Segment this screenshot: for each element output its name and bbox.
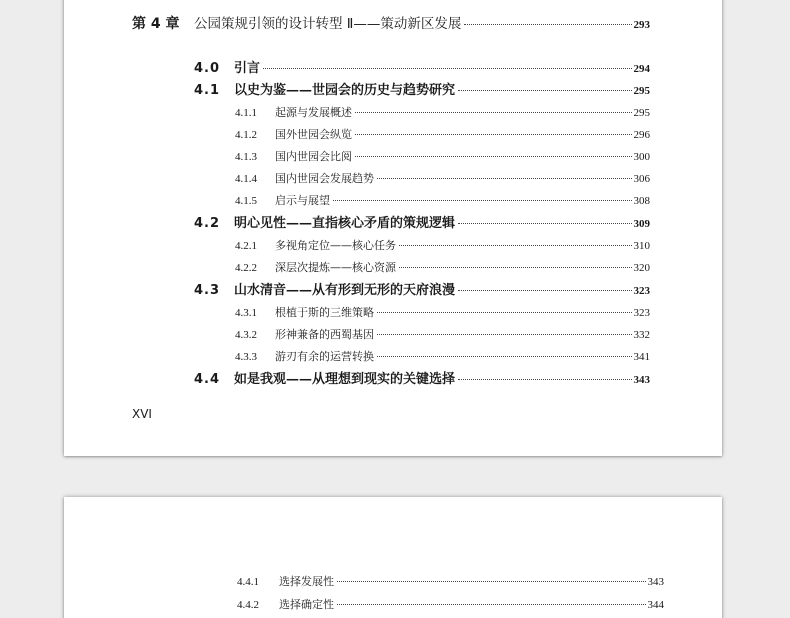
- entry-title: 以史为鉴——世园会的历史与趋势研究: [234, 83, 456, 98]
- entry-number: 4.4.1: [237, 576, 259, 588]
- toc-entry-4-1-5[interactable]: [235, 195, 650, 207]
- dot-leader: [333, 200, 632, 201]
- entry-title: 国外世园会纵览: [275, 128, 352, 141]
- entry-number: 4.1.1: [235, 107, 257, 119]
- entry-number: 4.1: [194, 83, 221, 98]
- entry-number: 4.2: [194, 216, 221, 231]
- toc-entry-4-4[interactable]: [194, 373, 650, 386]
- entry-number: 4.4: [194, 372, 221, 387]
- entry-page-number: 332: [633, 329, 650, 341]
- entry-page-number: 310: [633, 240, 650, 252]
- entry-page-number: 300: [633, 151, 650, 163]
- toc-page-1: [64, 0, 722, 456]
- entry-number: 4.3.2: [235, 329, 257, 341]
- toc-entry-4-1-3[interactable]: [235, 151, 650, 163]
- entry-title: 如是我观——从理想到现实的关键选择: [234, 372, 456, 387]
- entry-number: 4.2.2: [235, 262, 257, 274]
- dot-leader: [263, 68, 631, 69]
- entry-page-number: 308: [633, 195, 650, 207]
- entry-page-number: 295: [633, 85, 650, 97]
- entry-page-number: 296: [633, 129, 650, 141]
- entry-page-number: 320: [633, 262, 650, 274]
- entry-page-number: 323: [633, 285, 650, 297]
- toc-entry-4-3[interactable]: [194, 284, 650, 297]
- toc-page-2: [64, 497, 722, 618]
- dot-leader: [337, 604, 646, 605]
- entry-title: 引言: [234, 61, 261, 76]
- toc-chapter-entry[interactable]: [132, 17, 650, 32]
- toc-entry-4-3-3[interactable]: [235, 351, 650, 363]
- entry-number: 4.0: [194, 61, 221, 76]
- entry-title: 起源与发展概述: [275, 106, 352, 119]
- toc-entry-4-1-2[interactable]: [235, 129, 650, 141]
- dot-leader: [377, 178, 632, 179]
- dot-leader: [399, 245, 632, 246]
- toc-entry-4-3-2[interactable]: [235, 329, 650, 341]
- entry-title: 游刃有余的运营转换: [275, 350, 374, 363]
- entry-title: 启示与展望: [275, 194, 330, 207]
- dot-leader: [337, 581, 646, 582]
- entry-title: 多视角定位——核心任务: [275, 239, 396, 252]
- entry-number: 4.1.5: [235, 195, 257, 207]
- entry-title: 山水清音——从有形到无形的天府浪漫: [234, 283, 456, 298]
- entry-number: 4.4.2: [237, 599, 259, 611]
- chapter-title: 公园策规引领的设计转型 Ⅱ——策动新区发展: [194, 16, 462, 32]
- entry-number: 4.1.4: [235, 173, 257, 185]
- entry-title: 选择发展性: [279, 575, 334, 588]
- entry-page-number: 309: [633, 218, 650, 230]
- entry-title: 选择确定性: [279, 598, 334, 611]
- dot-leader: [458, 90, 631, 91]
- toc-entry-4-4-1[interactable]: [237, 576, 664, 588]
- dot-leader: [458, 379, 631, 380]
- entry-title: 根植于斯的三维策略: [275, 306, 374, 319]
- entry-title: 深层次提炼——核心资源: [275, 261, 396, 274]
- entry-title: 国内世园会比阅: [275, 150, 352, 163]
- toc-entry-4-3-1[interactable]: [235, 307, 650, 319]
- entry-number: 4.2.1: [235, 240, 257, 252]
- chapter-page-number: 293: [633, 19, 650, 31]
- dot-leader: [464, 24, 631, 25]
- dot-leader: [377, 334, 632, 335]
- entry-page-number: 294: [633, 63, 650, 75]
- entry-page-number: 306: [633, 173, 650, 185]
- entry-number: 4.3.1: [235, 307, 257, 319]
- entry-page-number: 295: [633, 107, 650, 119]
- dot-leader: [355, 156, 632, 157]
- toc-entry-4-2-2[interactable]: [235, 262, 650, 274]
- dot-leader: [458, 290, 631, 291]
- toc-entry-4-2-1[interactable]: [235, 240, 650, 252]
- toc-entry-4-0[interactable]: [194, 62, 650, 75]
- entry-number: 4.1.3: [235, 151, 257, 163]
- entry-number: 4.1.2: [235, 129, 257, 141]
- entry-number: 4.3.3: [235, 351, 257, 363]
- entry-page-number: 343: [633, 374, 650, 386]
- dot-leader: [377, 312, 632, 313]
- chapter-number: 第 4 章: [132, 16, 180, 32]
- entry-number: 4.3: [194, 283, 221, 298]
- toc-entry-4-1[interactable]: [194, 84, 650, 97]
- dot-leader: [458, 223, 631, 224]
- dot-leader: [355, 112, 632, 113]
- toc-entry-4-1-4[interactable]: [235, 173, 650, 185]
- entry-page-number: 344: [647, 599, 664, 611]
- toc-entry-4-2[interactable]: [194, 217, 650, 230]
- entry-title: 形神兼备的西蜀基因: [275, 328, 374, 341]
- page-number-label: XVI: [132, 407, 152, 421]
- toc-entry-4-4-2[interactable]: [237, 599, 664, 611]
- dot-leader: [377, 356, 632, 357]
- toc-entry-4-1-1[interactable]: [235, 107, 650, 119]
- entry-title: 明心见性——直指核心矛盾的策规逻辑: [234, 216, 456, 231]
- entry-page-number: 323: [633, 307, 650, 319]
- dot-leader: [355, 134, 632, 135]
- entry-title: 国内世园会发展趋势: [275, 172, 374, 185]
- dot-leader: [399, 267, 632, 268]
- entry-page-number: 341: [633, 351, 650, 363]
- entry-page-number: 343: [647, 576, 664, 588]
